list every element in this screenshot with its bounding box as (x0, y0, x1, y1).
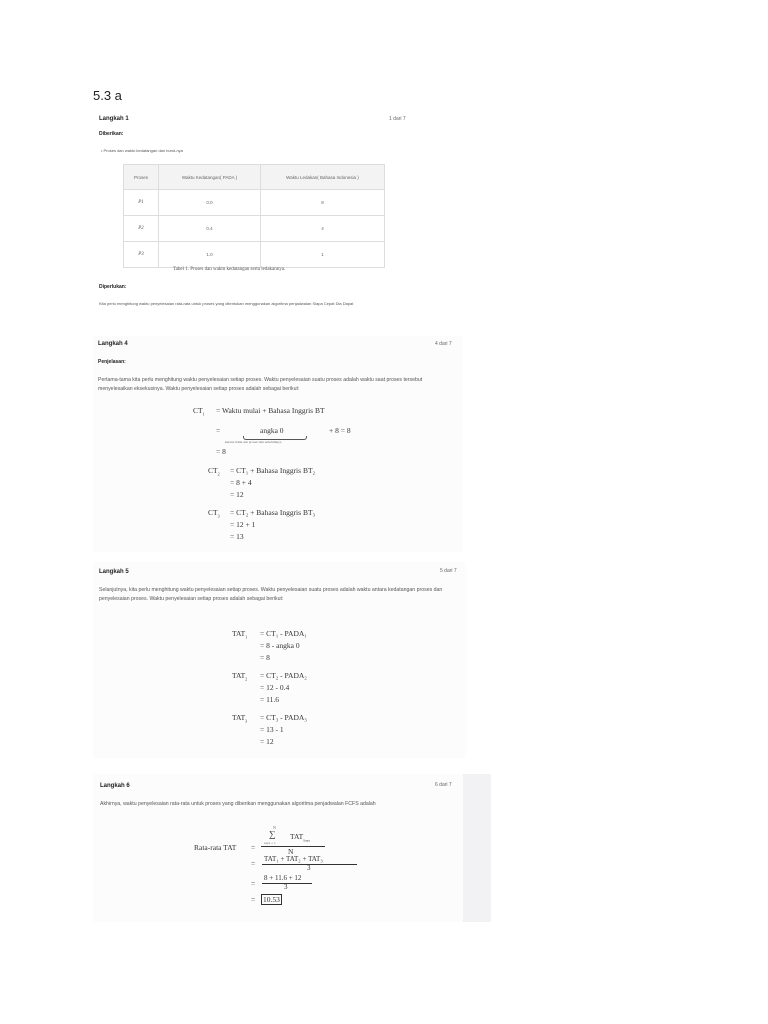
ct1-line-3: = 8 (216, 447, 226, 456)
step-6-title: Langkah 6 (100, 783, 130, 789)
table-header: Waktu Kedatangan( PADA ) (159, 165, 261, 190)
ct1-plus: + 8 = 8 (329, 426, 351, 435)
ct2-lhs: $CT_2$ (208, 466, 220, 477)
ct1-angka: angka 0 (260, 426, 284, 435)
table-header: Proses (124, 165, 159, 190)
step-6-panel (93, 774, 463, 922)
table-cell: 1.0 (159, 242, 261, 268)
table-row (124, 242, 385, 268)
ct1-lhs: $CT_1$ (193, 406, 205, 417)
explanation-label: Penjelasan: (98, 359, 126, 365)
table-row (124, 190, 385, 216)
result-box (261, 895, 282, 904)
table-cell: 4 (261, 216, 385, 242)
ct1-note: karena tidak ada proses lain sebelumnya (225, 440, 282, 444)
ct2-line-2: = 8 + 4 (230, 478, 252, 487)
step-6-text: Akhirnya, waktu penyelesaian rata-rata untuk proses yang diberikan menggunakan algoritma penjadwalan FCFS adalah (100, 801, 376, 807)
sigma-icon: ∑ (269, 829, 276, 839)
step-1-panel (93, 110, 415, 328)
given-label: Diberikan: (99, 131, 124, 137)
side-strip (463, 774, 491, 922)
table-cell: 1 (261, 242, 385, 268)
step-4-counter: 4 dari 7 (435, 341, 452, 347)
sum-lower: saya = 1 (264, 841, 276, 845)
ct3-line-2: = 12 + 1 (230, 520, 256, 529)
tat1-line-3: = 8 (260, 653, 270, 662)
sum-term: $TAT_{Saya}$ (290, 832, 310, 843)
step-4-panel (93, 336, 463, 552)
equals-sign: = (251, 843, 256, 852)
sum-upper: N (273, 825, 276, 830)
given-bullet-text: Proses dan waktu kedatangan dan burst-nya (103, 148, 183, 153)
table-cell: P2 (124, 216, 159, 242)
ct2-line-1: = CT₁ + Bahasa Inggris BT₂ (230, 466, 316, 475)
tat1-line-1: = CT₁ - PADA₁ (260, 629, 307, 638)
process-table (123, 164, 385, 268)
step-5-counter: 5 dari 7 (440, 568, 457, 574)
tat1-lhs: $TAT_1$ (232, 629, 248, 640)
num-2: TAT₁ + TAT₂ + TAT₃ (264, 855, 323, 863)
ct3-lhs: $CT_3$ (208, 508, 220, 519)
tat2-lhs: $TAT_2$ (232, 671, 248, 682)
tat3-lhs: $TAT_3$ (232, 713, 248, 724)
den-3: 3 (284, 883, 288, 891)
table-header-row (124, 165, 385, 190)
step-1-counter: 1 dari 7 (389, 116, 406, 122)
table-header: Waktu Ledakan( Bahasa Indonesia ) (261, 165, 385, 190)
step-6-counter: 6 dari 7 (435, 782, 452, 788)
table-cell: 8 (261, 190, 385, 216)
ct1-line-2-eq: = (216, 426, 221, 435)
step-5-panel (93, 562, 466, 758)
avg-lhs: Rata-rata TAT (194, 843, 237, 852)
den-1: N (288, 847, 294, 856)
ct3-line-1: = CT₂ + Bahasa Inggris BT₃ (230, 508, 316, 517)
tat3-line-3: = 12 (260, 737, 274, 746)
step-4-title: Langkah 4 (98, 341, 128, 347)
tat2-line-3: = 11.6 (260, 695, 279, 704)
step-5-title: Langkah 5 (99, 569, 129, 575)
den-2: 3 (307, 864, 311, 872)
table-caption: Tabel 1. Proses dan waktu kedatangan serta ledakannya. (173, 267, 286, 272)
tat3-line-1: = CT₃ - PADA₃ (260, 713, 307, 722)
table-cell: 0.0 (159, 190, 261, 216)
equals-sign: = (251, 895, 256, 904)
required-text: Kita perlu menghitung waktu penyelesaian rata-rata untuk proses yang ditentukan menggunakan algoritma penjadwalan Siapa Cepat Dia Dapat (99, 301, 354, 306)
equals-sign: = (251, 859, 256, 868)
num-3: 8 + 11.6 + 12 (264, 874, 302, 882)
step-1-title: Langkah 1 (99, 116, 129, 122)
ct1-line-1: = Waktu mulai + Bahasa Inggris BT (216, 406, 325, 415)
equals-sign: = (251, 879, 256, 888)
ct3-line-3: = 13 (230, 532, 244, 541)
table-cell: P1 (124, 190, 159, 216)
step-5-text: Selanjutnya, kita perlu menghitung waktu penyelesaian setiap proses. Waktu penyelesaian suatu proses adalah waktu antara kedatangan proses dan penyelesaian proses. Waktu penyelesaian setiap proses adalah sebagai berikut: (99, 587, 443, 602)
ct2-line-3: = 12 (230, 490, 244, 499)
required-label: Diperlukan: (99, 284, 127, 290)
table-cell: P3 (124, 242, 159, 268)
table-cell: 0.4 (159, 216, 261, 242)
page-heading: 5.3 a (93, 88, 122, 103)
tat2-line-2: = 12 - 0.4 (260, 683, 290, 692)
tat2-line-1: = CT₂ - PADA₂ (260, 671, 307, 680)
step-4-text: Pertama-tama kita perlu menghitung waktu penyelesaian setiap proses. Waktu penyelesaian suatu proses adalah waktu saat proses tersebut menyelesaikan eksekusinya. Waktu penyelesaian setiap proses adalah sebagai berikut: (98, 377, 423, 392)
tat1-line-2: = 8 - angka 0 (260, 641, 300, 650)
given-bullet: • Proses dan waktu kedatangan dan burst-nya (101, 148, 183, 153)
result-value: 10.53 (263, 895, 280, 904)
table-row (124, 216, 385, 242)
tat3-line-2: = 13 - 1 (260, 725, 284, 734)
